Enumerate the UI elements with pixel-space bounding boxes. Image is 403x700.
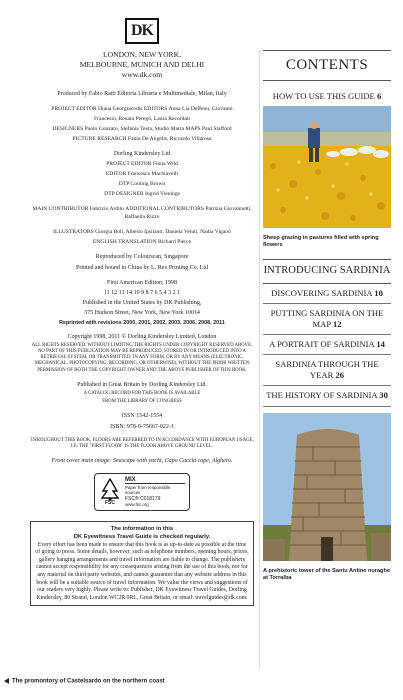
website-link[interactable]: www.dk.com (121, 70, 163, 79)
info-heading: DK Eyewitness Travel Guide is checked regularly. (73, 534, 211, 541)
fsc-source: Paper from responsible sources (125, 485, 171, 496)
footer-caption: The promontory of Castelsardo on the northern coast (4, 678, 165, 685)
column-divider (259, 50, 260, 670)
fsc-tree-icon (99, 477, 121, 507)
copyright: Copyright 1998, 2011 © Dorling Kindersley Limited, London (67, 333, 217, 340)
photo-nuraghe-tower (263, 413, 391, 566)
fsc-logo-text: FSC (105, 500, 115, 507)
produced-by: Produced by Fabio Ratti Editoria Libraria e Multimediale, Milan, Italy (57, 91, 227, 97)
edition: First American Edition, 1998 (107, 279, 177, 286)
floors-note: THROUGHOUT THIS BOOK, FLOORS ARE REFERRED TO IN ACCORDANCE WITH EUROPEAN USAGE, I.E. THE "FIRST FLOOR" IS THE FLOOR ABOVE GROUND LEVEL. (30, 437, 254, 450)
triangle-left-icon (4, 678, 9, 684)
cover-note: Front cover main image: Seascape with yacht, Capo Caccia cape, Alghero. (51, 458, 233, 465)
illustrators: ILLUSTRATORS Giorgia Boli, Alberto Ipsilanti, Daniela Veluti, Nadia Viganò (53, 229, 231, 236)
credit-line: PROJECT EDITOR Diana Georgiacodis EDITORS Anna Lia Deffenu, Giovanni (51, 106, 233, 113)
print-line: 11 12 13 14 10 9 8 7 6 5 4 3 2 1 (103, 290, 181, 297)
credit-line: EDITOR Francesca Machiavelli (105, 171, 179, 178)
credit-line: DTP DESIGNER Ingrid Vienings (104, 191, 180, 198)
contents-title: CONTENTS (263, 50, 391, 81)
reprinted: Reprinted with revisions 2000, 2001, 2002, 2003, 2006, 2008, 2011 (59, 319, 225, 326)
fsc-badge (94, 473, 190, 511)
imprint-column (28, 18, 256, 606)
fsc-url[interactable]: www.fsc.org (125, 502, 149, 508)
rights-notice: ALL RIGHTS RESERVED. WITHOUT LIMITING THE RIGHTS UNDER COPYRIGHT RESERVED ABOVE, NO PART OF THIS PUBLICATION MAY BE REPRODUCED, STORED IN OR INTRODUCED INTO A RETRIEVAL SYSTEM, OR TRANSMITTED, IN ANY FORM, OR BY ANY MEANS (ELECTRONIC, MECHANICAL, PHOTOCOPYING, RECORDING, OR OTHERWISE), WITHOUT THE PRIOR WRITTEN PERMISSION OF BOTH THE COPYRIGHT OWNER AND THE ABOVE PUBLISHER OF THIS BOOK. (31, 342, 253, 373)
info-heading: The information in this (110, 526, 174, 533)
contents-column (263, 50, 391, 582)
issn: ISSN 1542-1554 (121, 413, 163, 420)
info-body: Every effort has been made to ensure that this book is as up-to-date as possible at the time of going to press. Some details, however, such as telephone numbers, opening hours, prices, gallery hanging arrangements and travel information are liable to change. The publishers cannot accept responsibility for any consequences arising from the use of this book, nor for any material on third party websites, and cannot guarantee that any website address in this book will be a suitable source of travel information. We value the views and suggestions of our readers very highly. Please write to: Publisher, DK Eyewitness Travel Guides, Dorling Kindersley, 80 Strand, London WC2R 0RL, Great Britain, or email: travelguides@dk.com. (35, 541, 249, 601)
isbn: ISBN: 978-0-75667-022-1 (110, 423, 174, 430)
catalog-note: FROM THE LIBRARY OF CONGRESS (102, 399, 182, 405)
section-introducing-sardinia[interactable]: INTRODUCING SARDINIA (263, 259, 391, 283)
toc-entry[interactable]: SARDINIA THROUGH THE YEAR 26 (275, 359, 379, 380)
toc-entry[interactable]: PUTTING SARDINIA ON THE MAP 12 (270, 308, 384, 329)
photo-sheep-pasture (263, 106, 391, 233)
toc-entry[interactable]: THE HISTORY OF SARDINIA 30 (266, 390, 388, 401)
credit-line: DTP Cooling Brown (118, 181, 166, 188)
credit-line: DESIGNERS Paolo Gonzato, Stefania Testa, Studio Matra MAPS Paul Stafford (52, 126, 232, 133)
credit-line: Francesio, Renata Perego, Laura Recordati (94, 116, 190, 123)
translation: ENGLISH TRANSLATION Richard Pierce (92, 239, 192, 246)
reproduced: Reproduced by Colourscan, Singapore (95, 254, 189, 261)
fsc-code: FSC® C018179 (125, 496, 161, 503)
photo2-caption: A prehistoric tower of the Santu Antine nuraghe at Torralba (263, 567, 391, 581)
toc-entry-how-to-use[interactable]: HOW TO USE THIS GUIDE 6 (272, 91, 382, 101)
toc-entry[interactable]: DISCOVERING SARDINIA 10 (271, 287, 383, 298)
publisher-cities: LONDON, NEW YORK, MELBOURNE, MUNICH AND DELHI www.dk.com (28, 50, 256, 80)
published-us: Published in the United States by DK Publishing, (82, 300, 202, 307)
credit-line: PICTURE RESEARCH Fabio De Angelis, Riccardo Villarosa (72, 136, 212, 143)
contributors: MAIN CONTRIBUTOR Fabrizio Ardito ADDITIONAL CONTRIBUTORS Patrizia Giovannetti, Raffaella Rizzo (32, 206, 252, 221)
printed: Printed and bound in China by L. Rex Printing Co. Ltd (76, 264, 208, 271)
toc-entry[interactable]: A PORTRAIT OF SARDINIA 14 (269, 339, 385, 350)
credit-line: PROJECT EDITOR Fiona Wild (106, 161, 178, 168)
photo1-caption: Sheep grazing in pastures filled with spring flowers (263, 235, 379, 249)
info-box (30, 521, 254, 606)
published-us-address: 375 Hudson Street, New York, New York 10014 (84, 310, 200, 317)
fsc-mix: MIX (125, 477, 185, 484)
dk-logo: DK (125, 18, 159, 44)
published-gb: Published in Great Britain by Dorling Kindersley Ltd. (77, 381, 207, 388)
credit-line: Dorling Kindersley Ltd (113, 151, 171, 158)
catalog-note: A CATALOG RECORD FOR THIS BOOK IS AVAILABLE (83, 391, 201, 397)
